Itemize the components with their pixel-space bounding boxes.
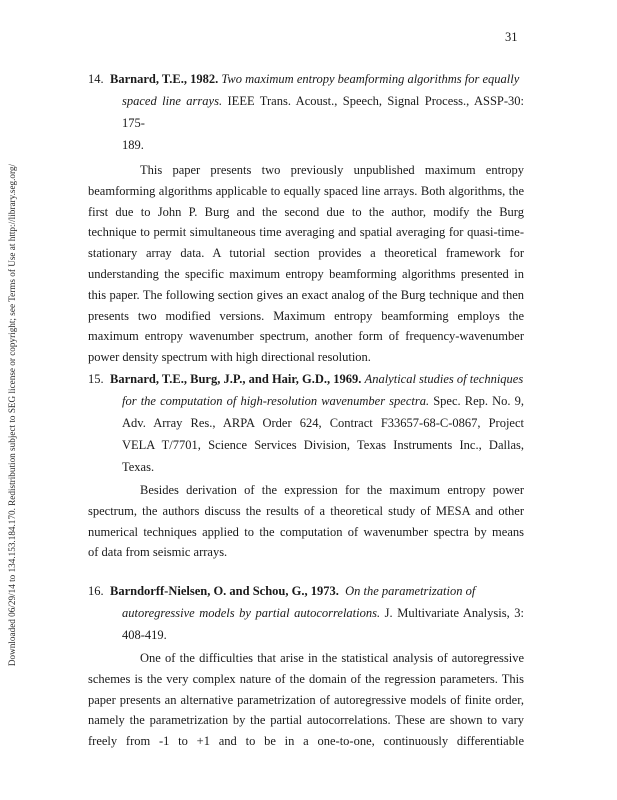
reference-title: On the parametrization of [345,584,476,598]
reference-authors: Barnard, T.E., Burg, J.P., and Hair, G.D., 1969. [110,372,362,386]
abstract-line: freely from -1 to +1 and to be in a one-to-one, continuously differentiable [88,734,524,749]
download-notice [4,120,20,710]
reference-authors: Barnard, T.E., 1982. [110,72,219,86]
reference-source-cont: 189. [122,138,144,152]
reference-number: 14. [88,72,104,86]
reference-source-cont: 408-419. [122,628,167,642]
reference-entry-15 [88,368,524,563]
reference-source-cont: Texas. [122,460,155,474]
reference-abstract [88,480,524,563]
page-number: 31 [505,30,518,44]
abstract-line: maximum entropy wavenumber spectrum, another form of frequency-wavenumber [88,329,524,344]
reference-continuation [88,390,524,478]
reference-heading [88,580,524,602]
abstract-line: beamforming algorithms applicable to equally spaced line arrays. Both algorithms, the [88,183,524,198]
reference-title-cont: spaced line arrays. [122,94,223,108]
reference-continuation [88,90,524,156]
abstract-line: This paper presents two previously unpublished maximum entropy [140,163,524,177]
abstract-line: namely the parametrization by the partial autocorrelations. These are shown to vary [88,713,524,728]
reference-title: Two maximum entropy beamforming algorithms for equally [221,72,520,86]
reference-entry-14 [88,68,524,368]
abstract-line: stationary array data. A tutorial section provides a theoretical framework for [88,246,524,261]
abstract-line: numerical techniques applied to the computation of wavenumber spectra by means [88,524,524,539]
abstract-line: of data from seismic arrays. [88,545,228,560]
reference-abstract [88,160,524,368]
download-notice-text: Downloaded 06/29/14 to 134.153.184.170. Redistribution subject to SEG license or copyright; see Terms of Use at http://library.seg.org/ [7,163,17,667]
reference-title-cont: for the computation of high-resolution wavenumber spectra. [122,394,430,408]
reference-number: 16. [88,584,104,598]
reference-source-cont: VELA T/7701, Science Services Division, Texas Instruments Inc., Dallas, [122,438,524,452]
reference-continuation [88,602,524,646]
reference-source-cont: Adv. Array Res., ARPA Order 624, Contract F33657-68-C-0867, Project [122,416,524,430]
reference-abstract [88,648,524,752]
abstract-line: paper presents an alternative parametrization of autoregressive models of finite order, [88,692,524,707]
reference-source: Spec. Rep. No. 9, [429,394,524,408]
abstract-line: power density spectrum with high directional resolution. [88,350,371,365]
abstract-line: presents two modified versions. Maximum entropy beamforming employs the [88,308,524,323]
reference-heading [88,368,524,390]
abstract-line: Besides derivation of the expression for the maximum entropy power [140,483,524,497]
abstract-line: One of the difficulties that arise in the statistical analysis of autoregressive [140,651,524,665]
abstract-line: understanding the specific maximum entropy beamforming algorithms presented in [88,266,524,281]
reference-title-cont: autoregressive models by partial autocorrelations. [122,606,381,620]
reference-source: J. Multivariate Analysis, 3: [380,606,524,620]
abstract-line: schemes is the very complex nature of the domain of the regression parameters. This [88,671,524,686]
abstract-line: technique to permit simultaneous time averaging and spatial averaging for quasi-time- [88,225,524,240]
reference-title: Analytical studies of techniques [364,372,524,386]
reference-source: IEEE Trans. Acoust., Speech, Signal Process., ASSP-30: 175- [122,94,524,130]
reference-entry-16 [88,580,524,752]
abstract-line: this paper. The following section gives an exact analog of the Burg technique and then [88,287,524,302]
abstract-line: spectrum, the authors discuss the results of a theoretical study of MESA and other [88,503,524,518]
reference-heading [88,68,524,90]
abstract-line: first due to John P. Burg and the second due to the author, modify the Burg [88,204,524,219]
reference-number: 15. [88,372,104,386]
reference-authors: Barndorff-Nielsen, O. and Schou, G., 1973. [110,584,339,598]
